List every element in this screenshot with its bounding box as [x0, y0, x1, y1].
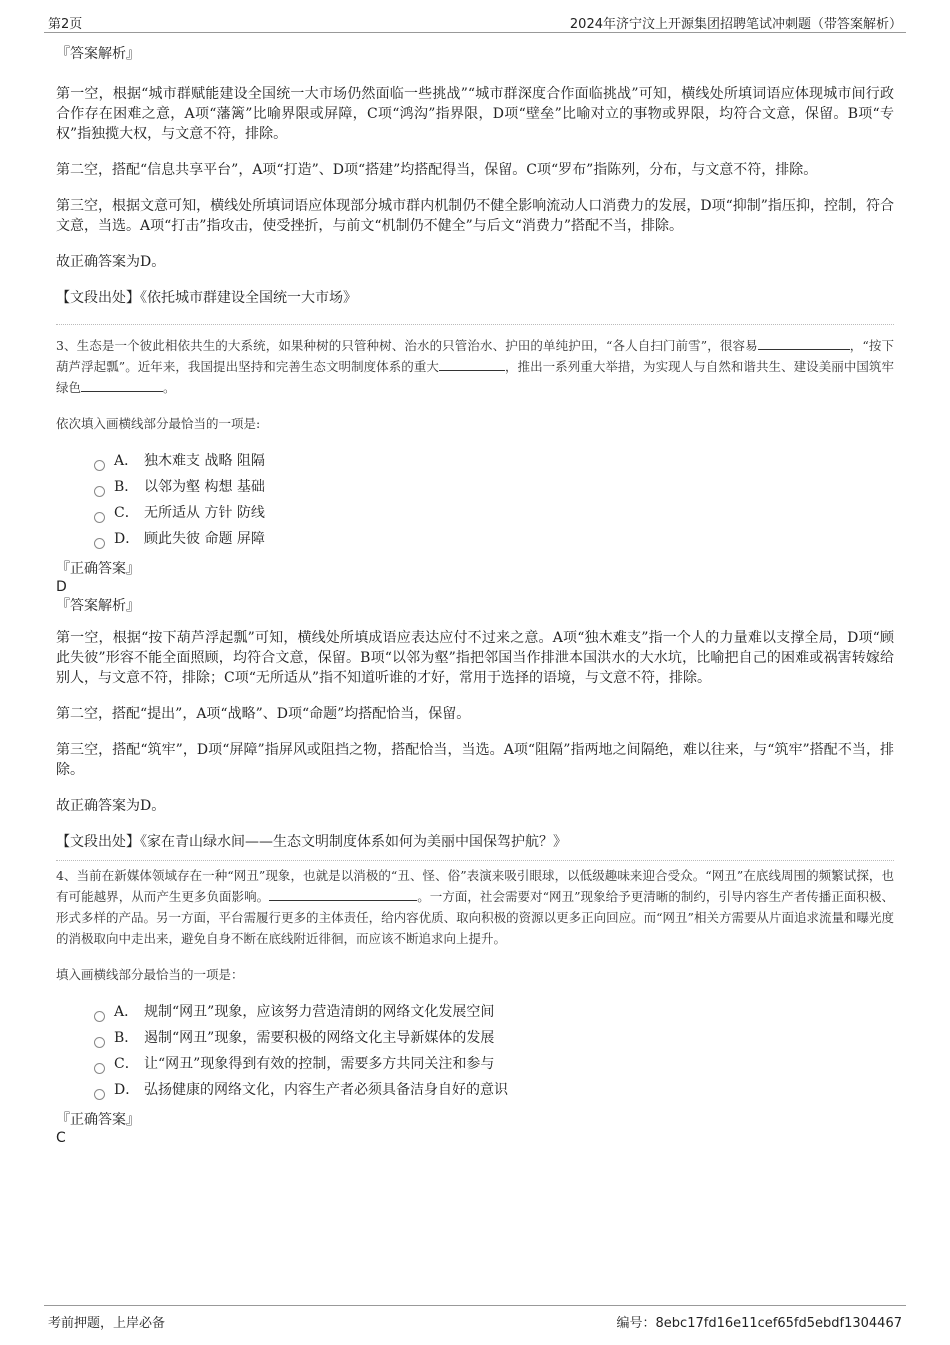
q3-question-text: [56, 335, 894, 398]
q4-question-text: [56, 865, 894, 949]
option-text: 让“网丑”现象得到有效的控制，需要多方共同关注和参与: [144, 1056, 495, 1072]
option-text: 以邻为壑 构想 基础: [144, 479, 265, 495]
divider: [56, 860, 894, 861]
q4-option-a[interactable]: [94, 999, 894, 1025]
option-letter: D．: [114, 531, 140, 547]
q2-source: 【文段出处】《依托城市群建设全国统一大市场》: [56, 290, 357, 306]
q2-analysis-conclusion: 故正确答案为D。: [56, 254, 166, 270]
q3-answer-label: 『正确答案』: [56, 561, 140, 577]
q4-option-c[interactable]: [94, 1051, 894, 1077]
q2-analysis-label: 『答案解析』: [56, 46, 140, 62]
option-text: 弘扬健康的网络文化，内容生产者必须具备洁身自好的意识: [144, 1082, 508, 1098]
option-letter: B．: [114, 1030, 139, 1046]
q4-prompt: 填入画横线部分最恰当的一项是：: [56, 967, 244, 982]
option-text: 规制“网丑”现象，应该努力营造清朗的网络文化发展空间: [144, 1004, 495, 1020]
q4-option-d[interactable]: [94, 1077, 894, 1103]
option-text: 遏制“网丑”现象，需要积极的网络文化主导新媒体的发展: [144, 1030, 495, 1046]
q3-analysis-paragraph: 第二空，搭配“提出”，A项“战略”、D项“命题”均搭配恰当，保留。: [56, 706, 471, 722]
fill-blank: [439, 356, 505, 371]
q3-option-c[interactable]: [94, 500, 894, 526]
option-letter: C．: [114, 505, 139, 521]
page-number: 第2页: [48, 17, 83, 32]
document-serial: 编号：8ebc17fd16e11cef65fd5ebdf1304467: [616, 1316, 902, 1331]
radio-icon[interactable]: [94, 1037, 105, 1048]
option-letter: A．: [114, 1004, 139, 1020]
q4-text-part: 4、当前在新媒体领域存在一种“网丑”现象，也就是以消极的“丑、怪、俗”表演来吸引眼球，以低级趣味来迎合受众。“网丑”在底线周围的频繁试探，也有可能越界，从而产生更多负面影响。: [56, 868, 894, 904]
q4-option-b[interactable]: [94, 1025, 894, 1051]
option-letter: A．: [114, 453, 139, 469]
q4-answer-value: C: [56, 1130, 66, 1146]
option-text: 无所适从 方针 防线: [144, 505, 265, 521]
q4-options: [94, 999, 894, 1103]
q4-text-part: 。一方面，社会需要对“网丑”现象给予更清晰的制约，引导内容生产者传播正面积极、形式多样的产品。另一方面，平台需履行更多的主体责任，给内容优质、取向积极的资源以更多正向回应。而“网丑”相关方需要从片面追求流量和曝光度的消极取向中走出来，避免自身不断在底线附近徘徊，而应该不断追求向上提升。: [56, 889, 894, 946]
option-letter: D．: [114, 1082, 140, 1098]
q4-answer-label: 『正确答案』: [56, 1112, 140, 1128]
q3-text-part: ，“按下葫芦浮起瓢”。近年来，我国提出坚持和完善生态文明制度体系的重大: [56, 338, 894, 374]
q3-analysis-paragraph: 第三空，搭配“筑牢”，D项“屏障”指屏风或阻挡之物，搭配恰当，当选。A项“阻隔”指两地之间隔绝，难以往来，与“筑牢”搭配不当，排除。: [56, 742, 894, 778]
fill-blank: [758, 335, 850, 350]
page-content: [56, 44, 894, 1147]
footer-slogan: 考前押题，上岸必备: [48, 1316, 166, 1331]
radio-icon[interactable]: [94, 538, 105, 549]
q2-analysis-paragraph: 第一空，根据“城市群赋能建设全国统一大市场仍然面临一些挑战”“城市群深度合作面临挑战”可知，横线处所填词语应体现城市间行政合作存在困难之意，A项“藩篱”比喻界限或屏障，C项“鸿沟”指界限，D项“壁垒”比喻对立的事物或界限，均符合文意，保留。B项“专权”指独揽大权，与文意不符，排除。: [56, 86, 894, 142]
q3-source: 【文段出处】《家在青山绿水间——生态文明制度体系如何为美丽中国保驾护航？》: [56, 834, 567, 850]
radio-icon[interactable]: [94, 1063, 105, 1074]
q3-prompt: 依次填入画横线部分最恰当的一项是:: [56, 416, 261, 431]
q2-analysis-paragraph: 第二空，搭配“信息共享平台”，A项“打造”、D项“搭建”均搭配得当，保留。C项“罗布”指陈列，分布，与文意不符，排除。: [56, 162, 818, 178]
page-footer: [44, 1305, 906, 1332]
q3-option-a[interactable]: [94, 448, 894, 474]
option-text: 顾此失彼 命题 屏障: [144, 531, 265, 547]
fill-blank: [81, 377, 163, 392]
q3-analysis-paragraph: 第一空，根据“按下葫芦浮起瓢”可知，横线处所填成语应表达应付不过来之意。A项“独木难支”指一个人的力量难以支撑全局，D项“顾此失彼”形容不能全面照顾，均符合文意，保留。B项“以邻为壑”指把邻国当作排泄本国洪水的大水坑，比喻把自己的困难或祸害转嫁给别人，与文意不符，排除；C项“无所适从”指不知道听谁的才好，常用于选择的语境，与文意不符，排除。: [56, 630, 894, 686]
q3-text-part: 。: [163, 380, 176, 395]
q2-analysis-paragraph: 第三空，根据文意可知，横线处所填词语应体现部分城市群内机制仍不健全影响流动人口消费力的发展，D项“抑制”指压抑，控制，符合文意，当选。A项“打击”指攻击，使受挫折，与前文“机制仍不健全”与后文“消费力”搭配不当，排除。: [56, 198, 894, 234]
page-header: [44, 12, 906, 33]
q3-analysis-conclusion: 故正确答案为D。: [56, 798, 166, 814]
q3-text-part: 3、生态是一个彼此相依共生的大系统，如果种树的只管种树、治水的只管治水、护田的单纯护田，“各人自扫门前雪”，很容易: [56, 338, 758, 353]
q3-text-part: ，推出一系列重大举措，为实现人与自然和谐共生、建设美丽中国筑牢绿色: [56, 359, 894, 395]
radio-icon[interactable]: [94, 486, 105, 497]
q3-analysis-label: 『答案解析』: [56, 598, 140, 614]
fill-blank: [269, 886, 417, 901]
option-letter: B．: [114, 479, 139, 495]
divider: [56, 324, 894, 325]
q3-options: [94, 448, 894, 552]
q3-option-b[interactable]: [94, 474, 894, 500]
option-text: 独木难支 战略 阻隔: [144, 453, 265, 469]
radio-icon[interactable]: [94, 460, 105, 471]
radio-icon[interactable]: [94, 512, 105, 523]
option-letter: C．: [114, 1056, 139, 1072]
q3-option-d[interactable]: [94, 526, 894, 552]
document-title: 2024年济宁汶上开源集团招聘笔试冲刺题（带答案解析）: [569, 17, 902, 32]
radio-icon[interactable]: [94, 1011, 105, 1022]
q3-answer-value: D: [56, 579, 67, 595]
radio-icon[interactable]: [94, 1089, 105, 1100]
